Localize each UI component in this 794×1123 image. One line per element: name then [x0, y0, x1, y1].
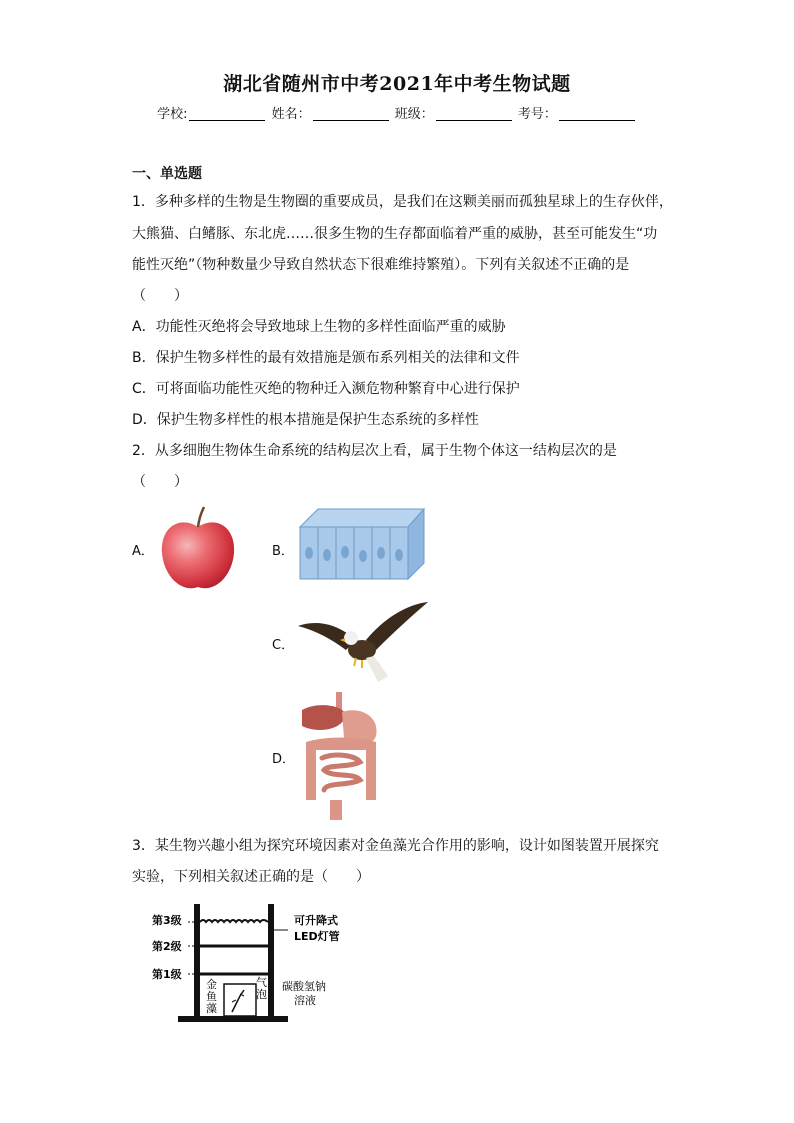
school-label: 学校: — [157, 107, 188, 122]
level-2-label: 第2级 — [152, 940, 182, 953]
q3-line-1: 3．某生物兴趣小组为探究环境因素对金鱼藻光合作用的影响，设计如图装置开展探究 — [132, 838, 659, 854]
q2-answer-blank: （ ） — [132, 474, 188, 490]
section-heading: 一、单选题 — [132, 166, 202, 182]
q2-option-c-label: C． — [272, 638, 295, 653]
class-blank[interactable] — [436, 120, 512, 121]
cell-tissue-image — [296, 505, 428, 581]
level-1-label: 第1级 — [152, 968, 182, 981]
experiment-apparatus-figure — [148, 900, 358, 1026]
digestive-system-image — [296, 690, 386, 822]
id-label: 考号： — [517, 107, 557, 122]
q2-line-1: 2．从多细胞生物体生命系统的结构层次上看，属于生物个体这一结构层次的是 — [132, 443, 617, 459]
plant-label-3: 藻 — [206, 1002, 217, 1015]
eagle-image — [296, 600, 430, 684]
apple-image — [156, 505, 240, 593]
solution-label-2: 溶液 — [294, 994, 316, 1007]
q1-option-b: B．保护生物多样性的最有效措施是颁布系列相关的法律和文件 — [132, 350, 520, 366]
q1-line-3: 能性灭绝”（物种数量少导致自然状态下很难维持繁殖）。下列有关叙述不正确的是 — [132, 257, 630, 273]
q1-option-d: D．保护生物多样性的根本措施是保护生态系统的多样性 — [132, 412, 479, 428]
led-label-2: LED灯管 — [294, 930, 340, 943]
q2-option-b-label: B． — [272, 544, 294, 559]
q1-line-1: 1．多种多样的生物是生物圈的重要成员，是我们在这颗美丽而孤独星球上的生存伙伴， — [132, 194, 673, 210]
id-blank[interactable] — [559, 120, 635, 121]
q3-line-2: 实验，下列相关叙述正确的是（ ） — [132, 869, 370, 885]
school-blank[interactable] — [189, 120, 265, 121]
name-blank[interactable] — [313, 120, 389, 121]
bubble-label-1: 气 — [256, 976, 267, 989]
led-label-1: 可升降式 — [294, 914, 338, 927]
q1-option-a: A．功能性灭绝将会导致地球上生物的多样性面临严重的威胁 — [132, 319, 506, 335]
name-label: 姓名： — [271, 107, 311, 122]
q2-option-d-label: D． — [272, 752, 296, 767]
level-3-label: 第3级 — [152, 914, 182, 927]
student-info-line — [0, 103, 794, 122]
q1-option-c: C．可将面临功能性灭绝的物种迁入濒危物种繁育中心进行保护 — [132, 381, 520, 397]
solution-label-1: 碳酸氢钠 — [282, 980, 326, 993]
page-title: 湖北省随州市中考2021年中考生物试题 — [223, 73, 571, 95]
plant-label-1: 金 — [206, 978, 217, 991]
q1-line-2: 大熊猫、白鳍豚、东北虎……很多生物的生存都面临着严重的威胁，甚至可能发生“功 — [132, 226, 658, 242]
bubble-label-2: 泡 — [256, 988, 267, 1001]
q1-answer-blank: （ ） — [132, 288, 188, 304]
plant-label-2: 鱼 — [206, 990, 217, 1003]
q2-option-a-label: A． — [132, 544, 154, 559]
class-label: 班级： — [394, 107, 434, 122]
